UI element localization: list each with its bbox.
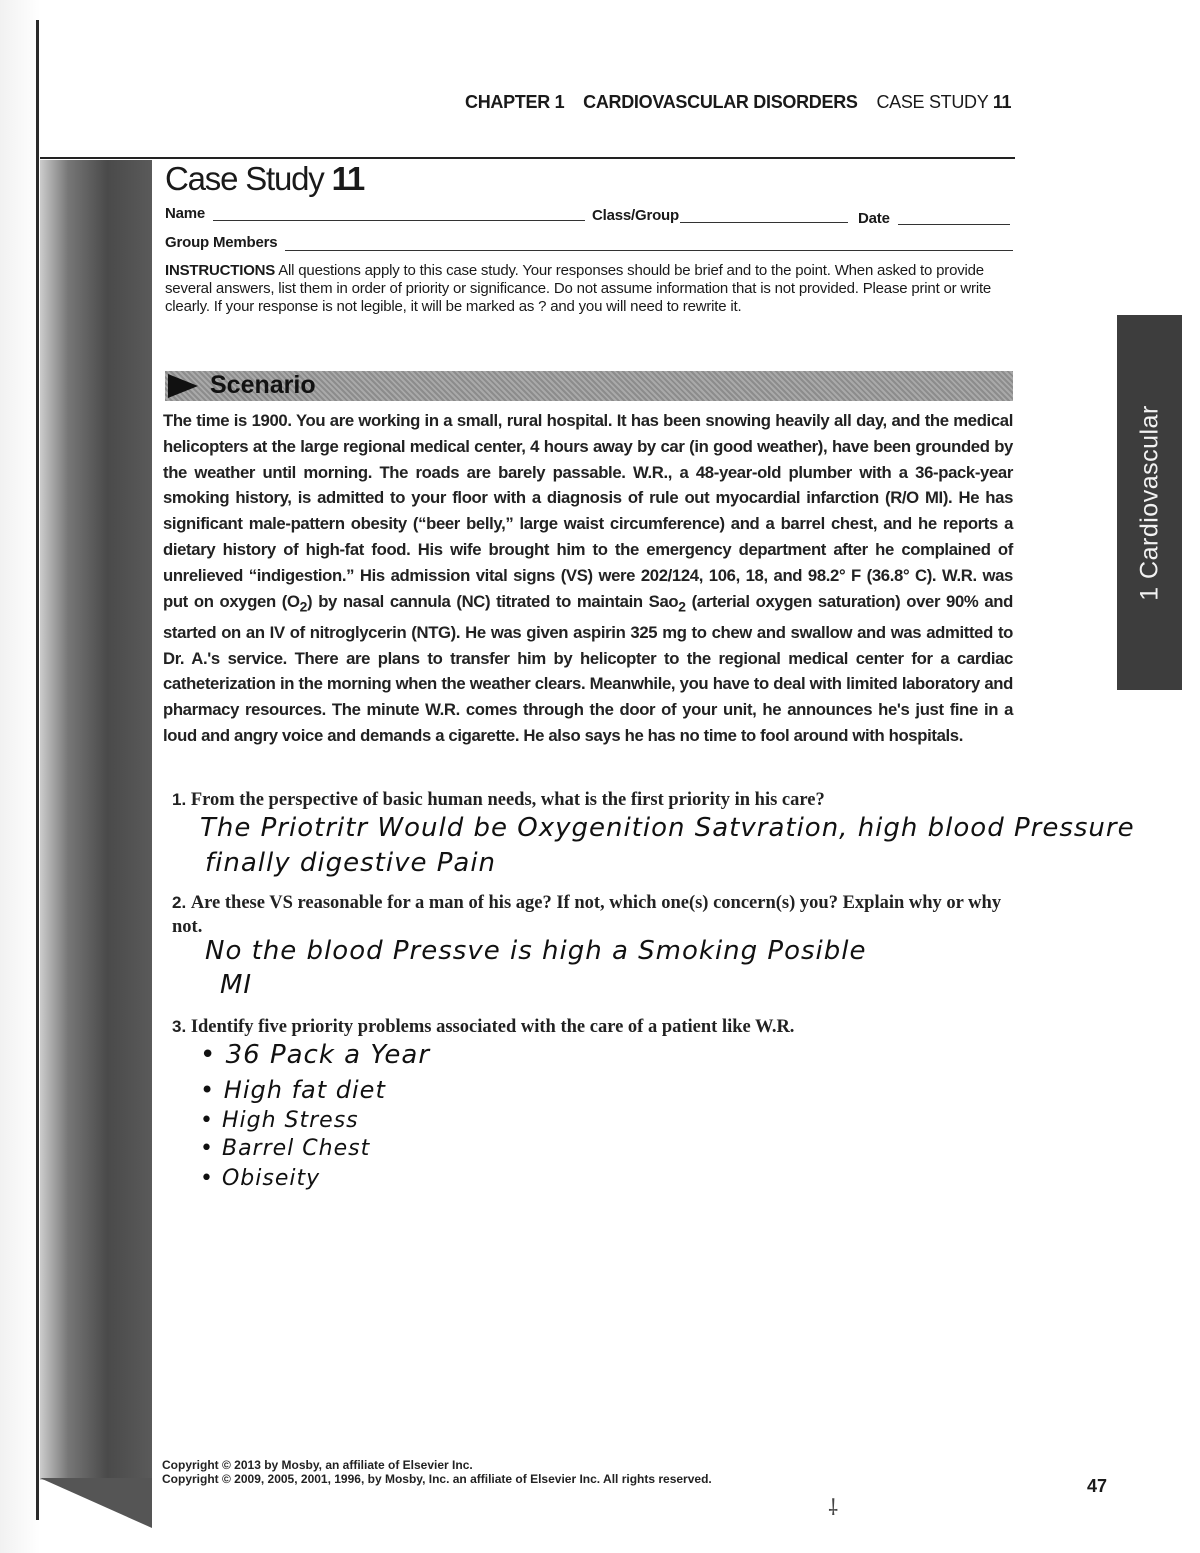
instructions-text: All questions apply to this case study. Your responses should be brief and to the point. When asked to provide several answers, list them in order of priority or significance. Do not assume information that is not provided. Please print or write clearly. If your response is not legible, it will be marked as ? and you will need to rewrite it. [165,262,992,315]
pen-mark: ⸸ [828,1495,839,1520]
class-group-label: Class/Group [592,207,679,224]
chapter-label: CHAPTER 1 [465,92,565,112]
scenario-text: The time is 1900. You are working in a small, rural hospital. It has been snowing heavily all day, and the medical helicopters at the large regional medical center, 4 hours away by car (in good weather), have been grounded by the weather until morning. The roads are barely passable. W.R., a 48-year-old plumber with a 36-pack-year smoking history, is admitted to your floor with a diagnosis of rule out myocardial infarction (R/O MI). He has significant male-pattern obesity (“beer belly,” large waist circumference) and a barrel chest, and he reports a dietary history of high-fat food. His wife brought him to the emergency department after he complained of unrelieved “indigestion.” His admission vital signs (VS) were 202/124, 106, 18, and 98.2° F (36.8° C). W.R. was put on oxygen $(O_2)$ by nasal cannula (NC) titrated to maintain Sao$_2$ (arterial oxygen saturation) over 90% and started on an IV of nitroglycerin (NTG). He was given aspirin 325 mg to chew and swallow and was admitted to Dr. A.'s service. There are plans to transfer him by helicopter to the regional medical center for a cardiac catheterization in the morning when the weather clears. Meanwhile, you have to deal with limited laboratory and pharmacy resources. The minute W.R. comes through the door of your unit, he announces he's just fine in a loud and angry voice and demands a cigarette. He also says he has no time to fool around with hospitals. [163,411,1013,745]
case-study-label: CASE STUDY 11 [876,92,1012,112]
chapter-side-bar-tip [40,1478,152,1528]
answer-2-line-2: MI [220,970,253,1000]
header-rule [40,157,1015,159]
play-arrow-icon [168,374,198,398]
date-label: Date [858,210,890,227]
answer-3-item-1: • 36 Pack a Year [200,1040,431,1070]
copyright [162,1458,712,1486]
question-3: 3. Identify five priority problems associated with the care of a patient like W.R. [172,1017,795,1037]
name-label: Name [165,205,206,222]
answer-3-item-2: • High fat diet [200,1076,386,1104]
copyright-line-2: Copyright © 2009, 2005, 2001, 1996, by Mosby, Inc. an affiliate of Elsevier Inc. All rights reserved. [162,1472,712,1486]
chapter-title: CARDIOVASCULAR DISORDERS [583,92,858,112]
scenario-heading: Scenario [210,371,316,399]
answer-3-item-4: • Barrel Chest [200,1136,371,1161]
question-1: 1. From the perspective of basic human needs, what is the first priority in his care? [172,790,825,810]
class-group-field[interactable] [680,222,848,223]
copyright-line-1: Copyright © 2013 by Mosby, an affiliate of Elsevier Inc. [162,1458,473,1472]
answer-1-line-2: finally digestive Pain [205,848,497,878]
page-title: Case Study 11 [165,160,365,197]
instructions-label: INSTRUCTIONS [165,262,276,279]
question-2: 2. Are these VS reasonable for a man of his age? If not, which one(s) concern(s) you? Explain why or why not. [172,893,1002,937]
page-number: 47 [1087,1476,1108,1496]
name-field[interactable] [213,220,585,221]
answer-3-item-5: • Obiseity [200,1166,321,1191]
instructions [165,262,1013,316]
group-members-field[interactable] [285,250,1013,251]
group-members-label: Group Members [165,234,278,251]
date-field[interactable] [898,224,1010,225]
scan-shadow [0,0,40,1553]
answer-2-line-1: No the blood Pressve is high a Smoking Posible [205,936,867,966]
running-head [465,92,1015,113]
answer-1-line-1: The Priotritr Would be Oxygenition Satvration, high blood Pressure [200,813,1135,843]
binding-edge [36,20,39,1520]
chapter-tab-label: 1 Cardiovascular [1135,404,1163,601]
chapter-side-bar [40,160,152,1480]
answer-3-item-3: • High Stress [200,1108,359,1133]
